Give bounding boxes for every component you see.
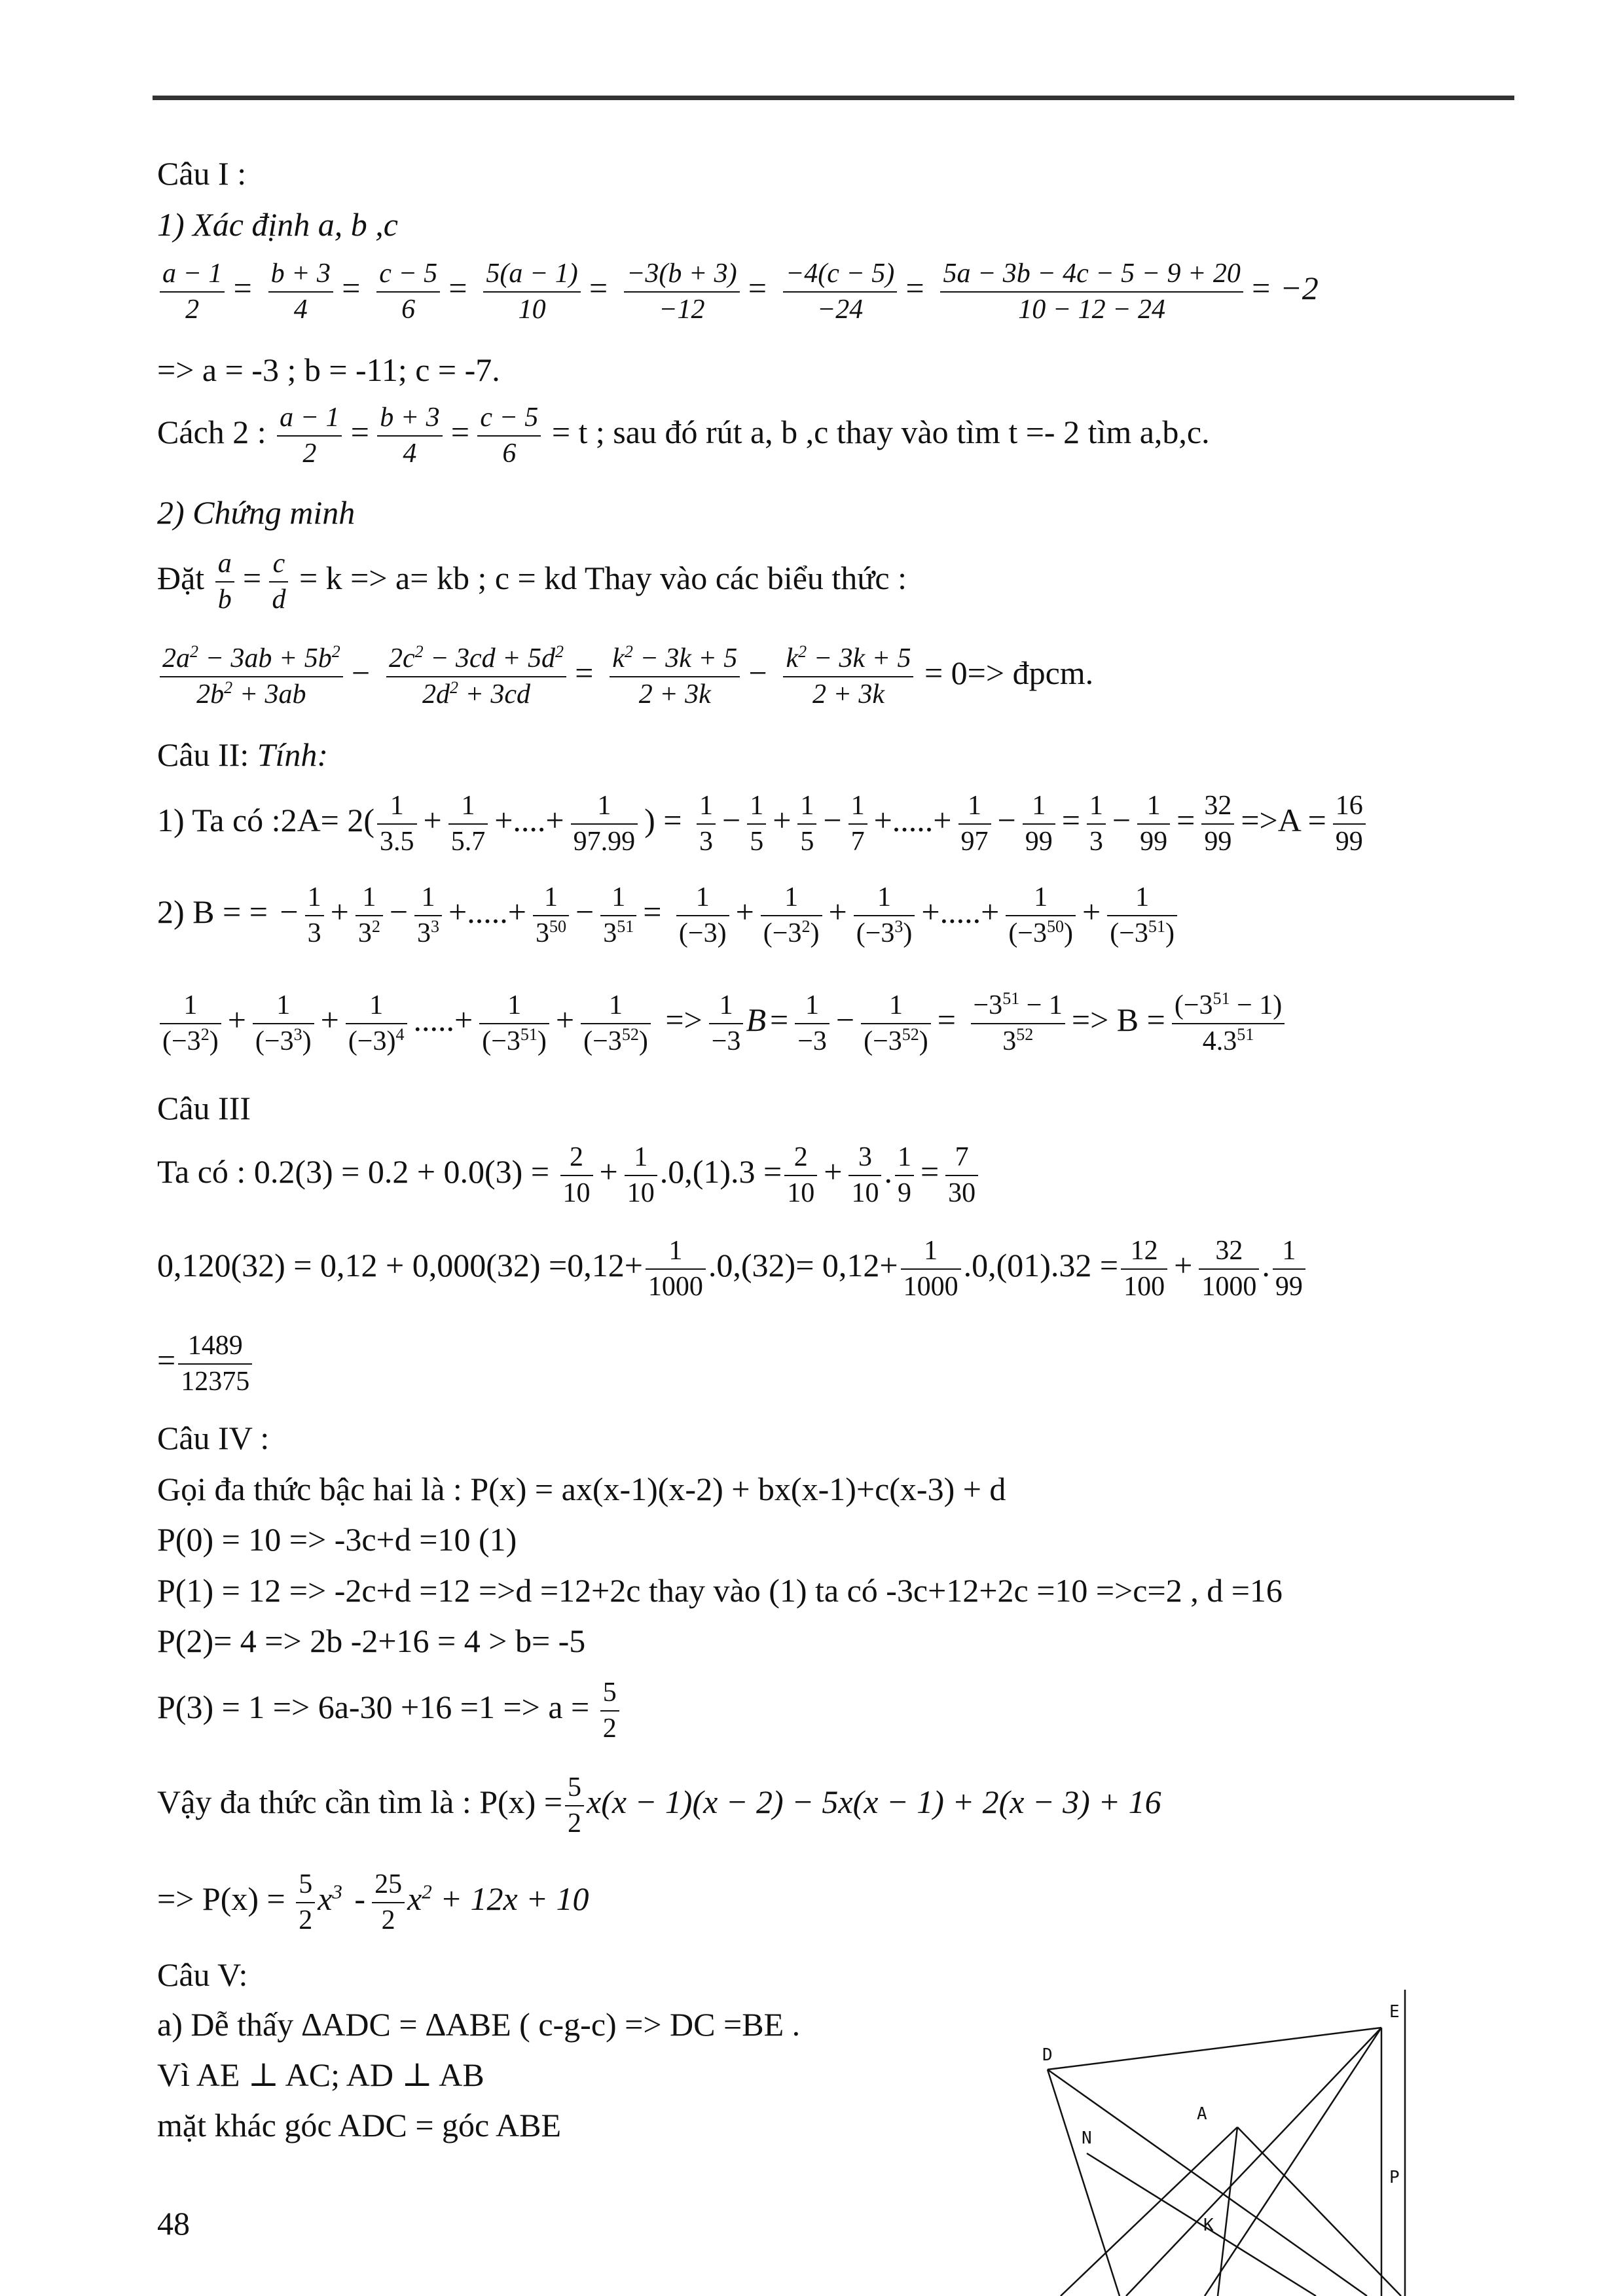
q4-line6: Vậy đa thức cần tìm là : P(x) = $\frac{5}{2}$ x(x − 1)(x − 2) − 5x(x − 1) + 2(x − 3) + 16 [157,1770,1161,1840]
q1-ratio-equation: $\frac{a - 1}{2}$ = $\frac{b + 3}{4}$ = $\frac{c - 5}{6}$ = $\frac{5(a - 1)}{10}$ = $\frac{-3(b + 3)}{-12}$ = $\frac{-4(c - 5)}{-24}$ = $\frac{5a - 3b - 4c - 5 - 9 + 20}{10 - 12 - 24}$ = −2 [157,257,1322,327]
q4-line3: P(1) = 12 => -2c+d =12 =>d =12+2c thay vào (1) ta có -3c+12+2c =10 =>c=2 , d =16 [157,1572,1283,1609]
figure-label-a: A [1197,2104,1207,2124]
figure-label-e: E [1389,2002,1400,2022]
figure-label-n: N [1082,2128,1092,2148]
q3-heading: Câu III [157,1090,251,1126]
q5-line1: a) Dễ thấy ∆ADC = ∆ABE ( c-g-c) => DC =BE . [157,2006,801,2043]
q1-part2-heading: 2) Chứng minh [157,494,356,531]
q3-line1-label: Ta có : 0.2(3) = 0.2 + 0.0(3) = [157,1153,550,1190]
q1-set-label: Đặt [157,559,205,596]
q4-line4: P(2)= 4 => 2b -2+16 = 4 > b= -5 [157,1623,586,1659]
geometry-figure [1008,1990,1480,2296]
q4-line1: Gọi đa thức bậc hai là : P(x) = ax(x-1)(x-2) + bx(x-1)+c(x-3) + d [157,1471,1006,1507]
q1-proof-expression: $\frac{2a^2 - 3ab + 5b^2}{2b^2 + 3ab}$ − $\frac{2c^2 - 3cd + 5d^2}{2d^2 + 3cd}$ = $\frac{k^2 - 3k + 5}{2 + 3k}$ − $\frac{k^2 - 3k + 5}{2 + 3k}$ = 0=> đpcm. [157,641,1093,711]
q2-part2-line1: 2) B = = − $\frac{1}{3}$ + $\frac{1}{3^2}$ − $\frac{1}{3^3}$ +.....+ $\frac{1}{3^{50}}$ − $\frac{1}{3^{51}}$ = $\frac{1}{(-3)}$ + $\frac{1}{(-3^2)}$ + $\frac{1}{(-3^3)}$ +.....+ $\frac{1}{(-3^{50})}$ + $\frac{1}{(-3^{51})}$ [157,880,1180,950]
q2-heading [157,738,328,771]
q4-line5: P(3) = 1 => 6a-30 +16 =1 => a = $\frac{5}{2}$ [157,1676,622,1746]
q5-line2: Vì AE ⊥ AC; AD ⊥ AB [157,2056,484,2093]
figure-label-p: P [1389,2168,1400,2187]
q4-line5-label: P(3) = 1 => 6a-30 +16 =1 => a = [157,1688,590,1725]
q1-set-rest: = k => a= kb ; c = kd Thay vào các biểu thức : [299,559,907,596]
q4-line2: P(0) = 10 => -3c+d =10 (1) [157,1521,517,1558]
q3-line2-label: 0,120(32) = 0,12 + 0,000(32) =0,12+ [157,1246,643,1283]
q1-method2-rest: = t ; sau đó rút a, b ,c thay vào tìm t =- 2 tìm a,b,c. [551,413,1210,450]
q1-result: => a = -3 ; b = -11; c = -7. [157,351,500,388]
q3-line2: 0,120(32) = 0,12 + 0,000(32) =0,12+ $\frac{1}{1000}$ .0,(32)= 0,12+ $\frac{1}{1000}$ .0,(01).32 = $\frac{12}{100}$ + $\frac{32}{1000}$ . $\frac{1}{99}$ [157,1234,1308,1304]
q5-heading: Câu V: [157,1956,248,1993]
q1-heading: Câu I : [157,155,247,192]
q4-line7: => P(x) = $\frac{5}{2}$ $x^3$ - $\frac{25}{2}$ $x^2 + 12x + 10$ [157,1867,589,1937]
q3-line1: Ta có : 0.2(3) = 0.2 + 0.0(3) = $\frac{2}{10}$ + $\frac{1}{10}$ .0,(1).3 = $\frac{2}{10}$ + $\frac{3}{10}$ . $\frac{1}{9}$ = $\frac{7}{30}$ [157,1140,981,1210]
q1-qed: = 0=> đpcm. [924,654,1094,691]
q4-line7-label: => P(x) = [157,1880,285,1917]
q2-heading-sub: Tính: [257,736,329,773]
q3-line3: = $\frac{1489}{12375}$ [157,1329,255,1399]
q2-part2-label: 2) B = = [157,893,268,930]
figure-label-d: D [1042,2045,1053,2065]
page-number: 48 [157,2205,190,2242]
q4-heading: Câu IV : [157,1420,270,1456]
q2-heading-label: Câu II: [157,736,249,773]
q4-line6-label: Vậy đa thức cần tìm là : P(x) = [157,1783,563,1820]
q1-method2: Cách 2 : $\frac{a - 1}{2}$ = $\frac{b + 3}{4}$ = $\frac{c - 5}{6}$ = t ; sau đó rút a, b ,c thay vào tìm t =- 2 tìm a,b,c. [157,401,1210,471]
q5-line3: mặt khác góc ADC = góc ABE [157,2107,561,2144]
q2-part1: 1) Ta có :2A= 2( $\frac{1}{3.5}$ + $\frac{1}{5.7}$ +....+ $\frac{1}{97.99}$ ) = $\frac{1}{3}$ − $\frac{1}{5}$ + $\frac{1}{5}$ − $\frac{1}{7}$ +.....+ $\frac{1}{97}$ − $\frac{1}{99}$ = $\frac{1}{3}$ − $\frac{1}{99}$ = $\frac{32}{99}$ =>A = $\frac{16}{99}$ [157,789,1368,859]
q1-method2-label: Cách 2 : [157,413,266,450]
header-rule [153,96,1514,100]
q1-set-k: Đặt $\frac{a}{b}$ = $\frac{c}{d}$ = k => a= kb ; c = kd Thay vào các biểu thức : [157,547,907,617]
q2-part2-line2: $\frac{1}{(-3^2)}$ + $\frac{1}{(-3^3)}$ + $\frac{1}{(-3)^4}$ .....+ $\frac{1}{(-3^{51})}$ + $\frac{1}{(-3^{52})}$ => $\frac{1}{-3}$ B = $\frac{1}{-3}$ − $\frac{1}{(-3^{52})}$ = $\frac{-3^{51} - 1}{3^{52}}$ => B = $\frac{(-3^{51} - 1)}{4.3^{51}}$ [157,988,1287,1058]
figure-label-k: K [1203,2215,1214,2235]
q1-part1-heading: 1) Xác định a, b ,c [157,206,398,243]
q2-part1-label: 1) Ta có :2A= 2( [157,801,375,838]
